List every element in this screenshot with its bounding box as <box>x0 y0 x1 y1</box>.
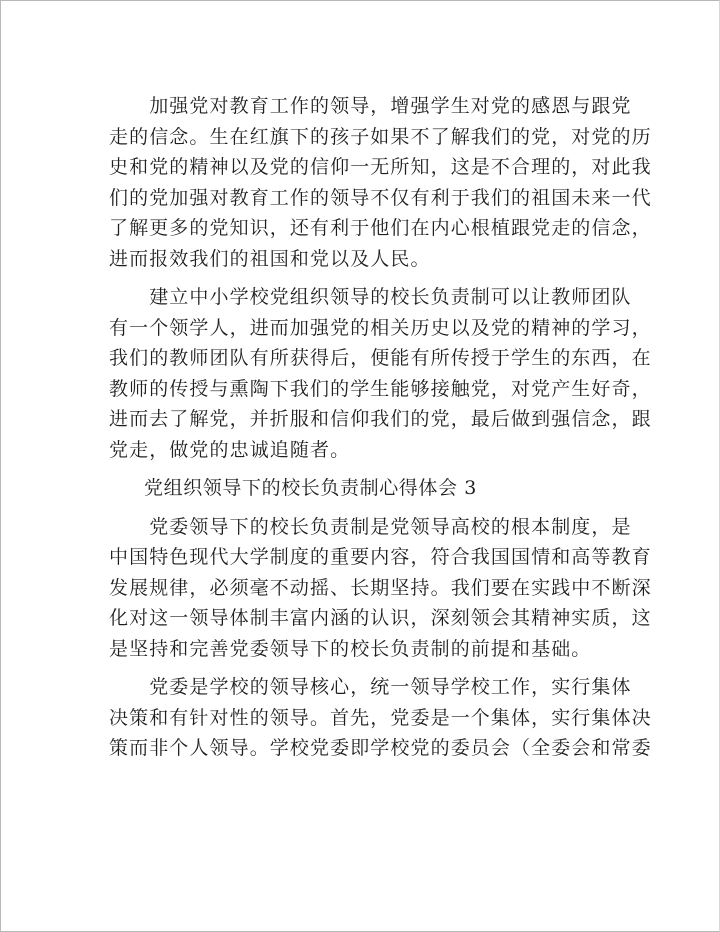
text-line: 决策和有针对性的领导。首先，党委是一个集体，实行集体决 <box>109 706 652 729</box>
text-line: 加强党对教育工作的领导，增强学生对党的感恩与跟党 <box>109 95 632 117</box>
paragraph <box>109 672 652 764</box>
text-line: 是坚持和完善党委领导下的校长负责制的前提和基础。 <box>109 637 592 660</box>
text-line: 教师的传授与熏陶下我们的学生能够接触党，对党产生好奇， <box>109 377 652 400</box>
text-line: 史和党的精神以及党的信仰一无所知，这是不合理的，对此我 <box>109 156 652 178</box>
text-line: 化对这一领导体制丰富内涵的认识，深刻领会其精神实质，这 <box>109 607 652 629</box>
text-line: 了解更多的党知识，还有利于他们在内心根植跟党走的信念， <box>109 217 652 239</box>
text-line: 我们的教师团队有所获得后，便能有所传授于学生的东西，在 <box>109 347 652 369</box>
text-line: 走的信念。生在红旗下的孩子如果不了解我们的党，对党的历 <box>109 125 652 148</box>
text-line: 党委是学校的领导核心，统一领导学校工作，实行集体 <box>109 676 632 698</box>
text-line: 策而非个人领导。学校党委即学校党的委员会（全委会和常委 <box>109 737 652 759</box>
paragraph <box>109 512 652 665</box>
paragraph-spacer <box>109 504 617 512</box>
document-body <box>109 91 652 764</box>
text-line: 党走，做党的忠诚追随者。 <box>109 438 351 461</box>
text-line: 发展规律，必须毫不动摇、长期坚持。我们要在实践中不断深 <box>109 576 652 599</box>
text-line: 建立中小学校党组织领导的校长负责制可以让教师团队 <box>109 286 632 308</box>
paragraph-spacer <box>109 465 617 473</box>
text-line: 中国特色现代大学制度的重要内容，符合我国国情和高等教育 <box>109 546 652 568</box>
paragraph-spacer <box>109 664 617 672</box>
text-line: 党组织领导下的校长负责制心得体会 3 <box>144 477 477 499</box>
text-line: 进而去了解党，并折服和信仰我们的党，最后做到强信念，跟 <box>109 408 652 430</box>
text-line: 们的党加强对教育工作的领导不仅有利于我们的祖国未来一代 <box>109 186 652 209</box>
paragraph <box>109 91 652 274</box>
text-line: 有一个领学人，进而加强党的相关历史以及党的精神的学习， <box>109 316 652 339</box>
text-line: 进而报效我们的祖国和党以及人民。 <box>109 247 431 270</box>
paragraph <box>109 282 652 465</box>
text-line: 党委领导下的校长负责制是党领导高校的根本制度，是 <box>109 515 632 538</box>
section-heading <box>109 473 617 504</box>
paragraph-spacer <box>109 274 617 282</box>
